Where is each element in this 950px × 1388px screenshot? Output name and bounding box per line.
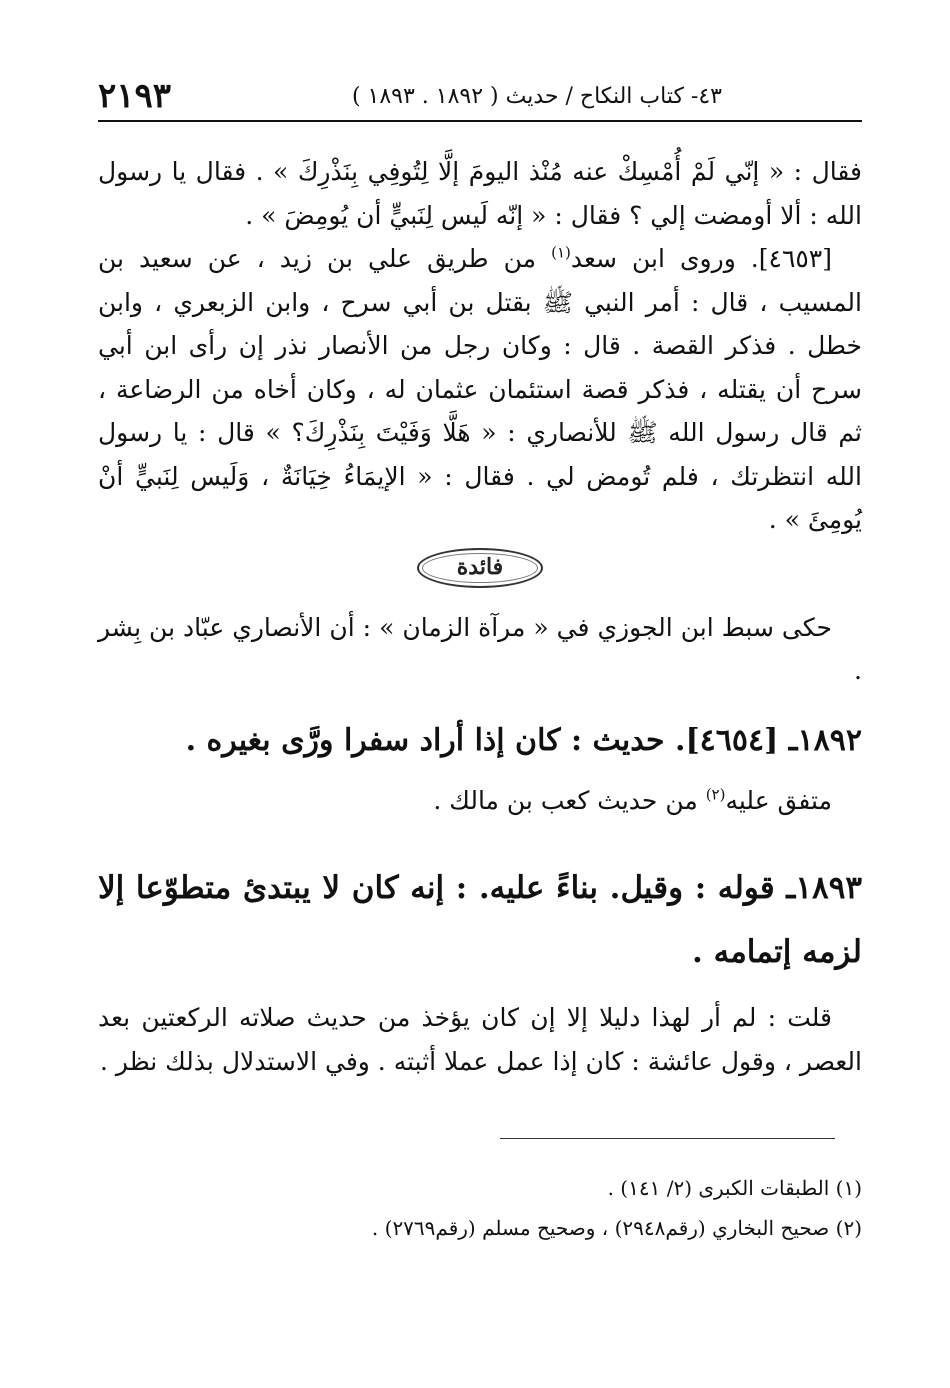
faida-ornament — [98, 548, 862, 592]
footnote-ref-1: (١) — [551, 243, 571, 262]
paragraph-4-rest: من حديث كعب بن مالك . — [433, 785, 706, 815]
footnotes — [98, 1168, 862, 1248]
paragraph-2-start: [٤٦٥٣]. وروى ابن سعد — [570, 244, 832, 273]
paragraph-4-start: متفق عليه — [725, 785, 832, 815]
paragraph-3: حكى سبط ابن الجوزي في « مرآة الزمان » : أن الأنصاري عبّاد بن بِشر . — [98, 612, 862, 685]
page-number: ٢١٩٣ — [98, 76, 172, 116]
hadith-heading-1892: ١٨٩٢ـ [٤٦٥٤]. حديث : كان إذا أراد سفرا ورَّى بغيره . — [185, 722, 862, 758]
faida-label: فائدة — [417, 548, 543, 588]
hadith-heading-1893: ١٨٩٣ـ قوله : وقيل. بناءً عليه. : إنه كان لا يبتدئ متطوّعا إلا لزمه إتمامه . — [98, 870, 862, 970]
paragraph-4 — [98, 779, 862, 823]
paragraph-1: فقال : « إنّي لَمْ أُمْسِكْ عنه مُنْذ اليومَ إلَّا لِتُوفِي بِنَذْرِكَ » . فقال يا رسول الله : ألا أومضت إلي ؟ فقال : « إنّه لَيس لِنَبيٍّ أن يُومِضَ » . — [98, 157, 862, 230]
paragraph-2 — [98, 237, 862, 542]
footnote-divider — [500, 1138, 835, 1139]
footnote-ref-2: (٢) — [705, 785, 726, 804]
running-head: ٤٣- كتاب النكاح / حديث ( ١٨٩٢ . ١٨٩٣ ) — [351, 84, 722, 109]
footnote-2: (٢) صحيح البخاري (رقم٢٩٤٨) ، وصحيح مسلم (رقم٢٧٦٩) . — [371, 1216, 862, 1240]
page-body — [98, 150, 862, 1083]
page-header — [98, 72, 862, 122]
footnote-1: (١) الطبقات الكبرى (٢/ ١٤١) . — [607, 1176, 862, 1200]
paragraph-2-rest: من طريق علي بن زيد ، عن سعيد بن المسيب ، قال : أمر النبي ﷺ بقتل بن أبي سرح ، وابن الزبعري ، وابن خطل . فذكر القصة . قال : وكان رجل من الأنصار نذر إن رأى ابن أبي سرح أن يقتله ، فذكر قصة استئمان عثمان له ، وكان أخاه من الرضاعة ، ثم قال رسول الله ﷺ للأنصاري : « هَلَّا وَفَيْتَ بِنَذْرِكَ؟ » قال : يا رسول الله انتظرتك ، فلم تُومض لي . فقال : « الإيمَاءُ خِيَانَةٌ ، وَلَيس لِنَبيٍّ أنْ يُومِئَ » . — [98, 244, 862, 534]
paragraph-5: قلت : لم أر لهذا دليلا إلا إن كان يؤخذ من حديث صلاته الركعتين بعد العصر ، وقول عائشة : كان إذا عمل عملا أثبته . وفي الاستدلال بذلك نظر . — [98, 1003, 862, 1076]
